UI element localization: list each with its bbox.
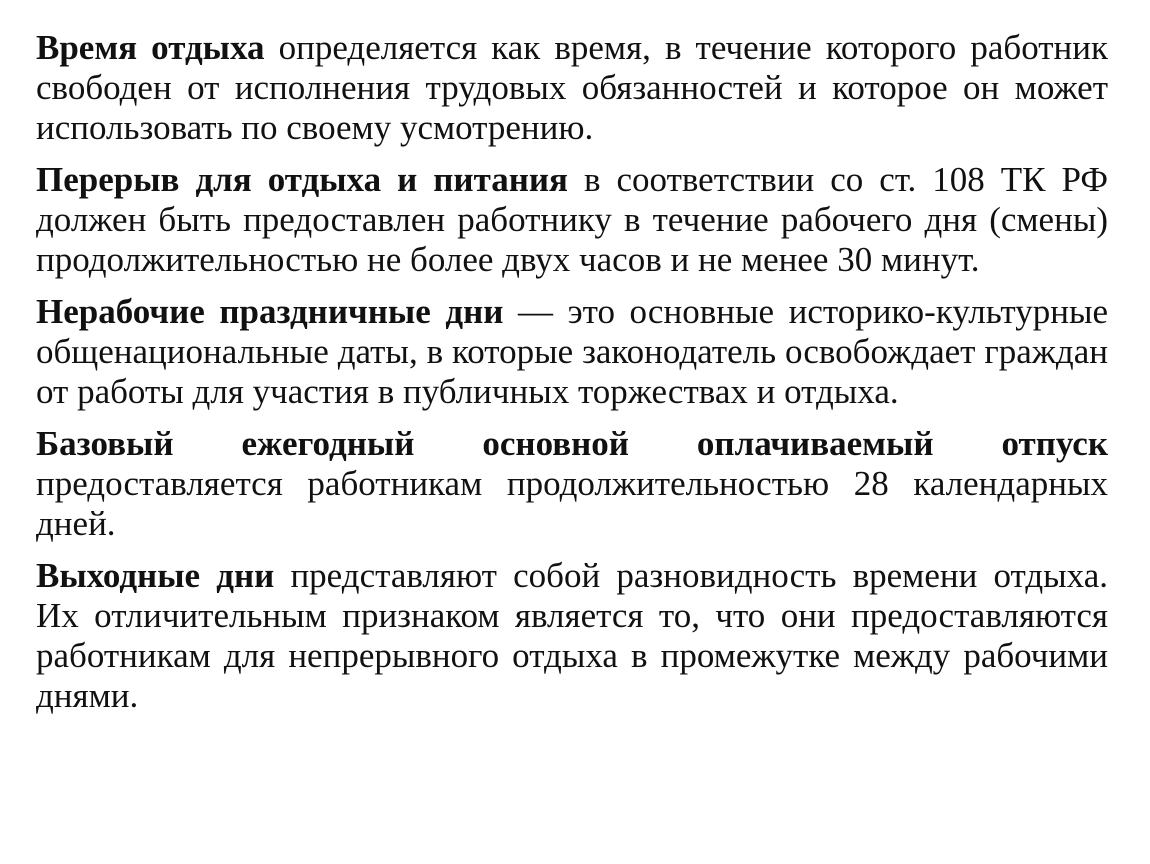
paragraph-annual-leave xyxy=(36,424,1108,544)
term-annual-leave: Базовый ежегодный основной оплачиваемый отпуск xyxy=(36,424,1108,463)
definition-annual-leave: предоставляется работникам продолжительностью 28 календарных дней. xyxy=(36,464,1108,543)
paragraph-public-holidays xyxy=(36,292,1108,412)
term-rest-time: Время отдыха xyxy=(36,28,265,67)
paragraph-days-off xyxy=(36,556,1108,716)
term-meal-break: Перерыв для отдыха и питания xyxy=(36,160,568,199)
definition-meal-break: в соответствии со ст. 108 ТК РФ должен быть предоставлен работнику в течение рабочего дня (смены) продолжительностью не более двух часов и не менее 30 минут. xyxy=(36,160,1108,279)
definition-rest-time: определяется как время, в течение которого работник свободен от исполнения трудовых обязанностей и которое он может использовать по своему усмотрению. xyxy=(36,28,1108,147)
paragraph-rest-time xyxy=(36,28,1108,148)
paragraph-meal-break xyxy=(36,160,1108,280)
term-days-off: Выходные дни xyxy=(36,556,275,595)
definition-public-holidays: — это основные историко-культурные общенациональные даты, в которые законодатель освобождает граждан от работы для участия в публичных торжествах и отдыха. xyxy=(36,292,1108,411)
definition-days-off: представляют собой разновидность времени отдыха. Их отличительным признаком является то, что они предоставляются работникам для непрерывного отдыха в промежутке между рабочими днями. xyxy=(36,556,1108,715)
document-body xyxy=(36,28,1108,728)
term-public-holidays: Нерабочие праздничные дни xyxy=(36,292,504,331)
